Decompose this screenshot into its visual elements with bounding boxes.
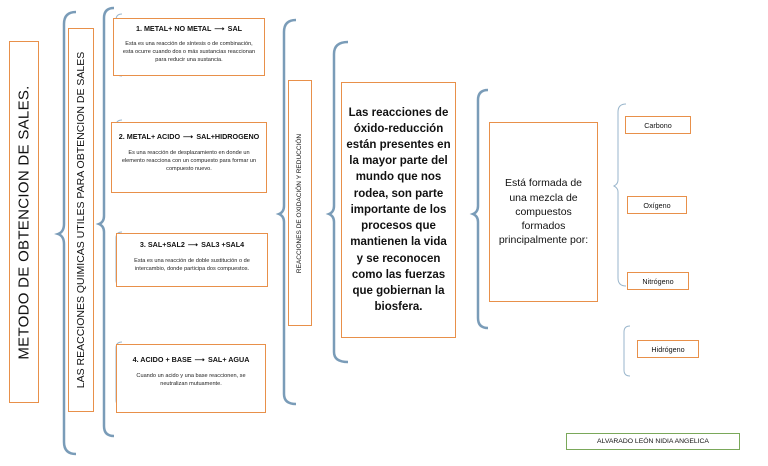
arrow-icon: ⟶ — [194, 355, 205, 364]
bracket-reactions — [99, 8, 114, 436]
author-name: ALVARADO LEÓN NIDIA ANGELICA — [597, 438, 709, 445]
arrow-icon: ⟶ — [187, 240, 199, 249]
element-label: Oxígeno — [643, 200, 671, 210]
reaction-formula-left: 3. SAL+SAL2 — [139, 240, 185, 249]
composition-box — [489, 122, 598, 302]
composition-text: Está formada de una mezcla de compuestos formados principalmente por: — [498, 177, 589, 247]
reaction-box-2 — [111, 122, 267, 193]
author-box — [566, 433, 740, 450]
redox-text: Las reacciones de óxido-reducción están presentes en la mayor parte del mundo que nos rodea, son parte importante de los procesos que mantienen la vida y se reconocen como las fuerzas que gobiernan la biosfera. — [346, 106, 451, 314]
bracket-hidrogeno — [624, 326, 630, 376]
reaction-formula — [117, 240, 267, 249]
element-nitrogeno — [627, 272, 689, 290]
main-title: METODO DE OBTENCION DE SALES. — [15, 84, 33, 360]
reactions-title-box — [68, 28, 94, 412]
bracket-composition — [473, 90, 488, 328]
reactions-title: LAS REACCIONES QUIMICAS UTILES PARA OBTENCION DE SALES — [75, 51, 88, 389]
reaction-formula — [114, 24, 264, 33]
reaction-description: Esta es una reacción de doble sustitución o de intercambio, donde participa dos compuestos. — [134, 258, 250, 272]
reaction-formula-right: SAL3 +SAL4 — [201, 240, 245, 249]
reaction-description: Cuando un acido y una base reaccionen, se neutralizan mutuamente. — [136, 373, 246, 387]
element-label: Hidrógeno — [651, 344, 685, 354]
reaction-formula-right: SAL — [227, 24, 243, 33]
element-oxigeno — [627, 196, 687, 214]
reaction-box-1 — [113, 18, 265, 76]
reaction-formula-left: 4. ACIDO + BASE — [132, 355, 192, 364]
reaction-formula — [112, 132, 266, 141]
reaction-formula-right: SAL+ AGUA — [207, 355, 250, 364]
redox-text-box — [341, 82, 456, 338]
reaction-formula-right: SAL+HIDROGENO — [196, 132, 260, 141]
reaction-formula — [117, 355, 265, 364]
main-title-box — [9, 41, 39, 403]
element-label: Carbono — [644, 120, 672, 130]
element-label: Nitrógeno — [642, 276, 674, 286]
reaction-formula-left: 1. METAL+ NO METAL — [135, 24, 212, 33]
reaction-formula-left: 2. METAL+ ACIDO — [118, 132, 181, 141]
reaction-box-3 — [116, 233, 268, 287]
reaction-description: Esta es una reacción de síntesis o de combinación, esta ocurre cuando dos o más sustancias reaccionan para reducir una sustancia. — [122, 41, 256, 63]
reaction-box-4 — [116, 344, 266, 413]
element-carbono — [625, 116, 691, 134]
arrow-icon: ⟶ — [214, 24, 225, 33]
redox-title: REACCIONES DE OXIDACIÓN Y REDUCCIÓN — [296, 133, 304, 273]
reaction-description: Es una reacción de desplazamiento en donde un elemento reacciona con un compuesto para formar un compuesto nuevo. — [121, 150, 257, 172]
arrow-icon: ⟶ — [183, 132, 194, 141]
element-hidrogeno — [637, 340, 699, 358]
redox-title-box — [288, 80, 312, 326]
